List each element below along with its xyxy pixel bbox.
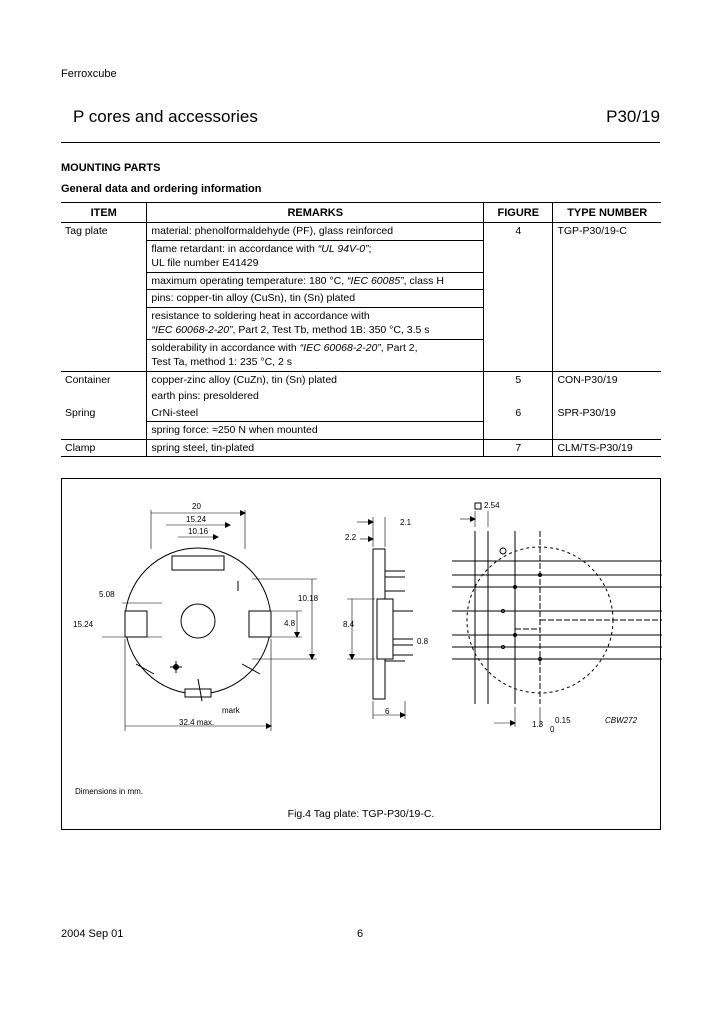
remark-cell: spring force: ≈250 N when mounted <box>147 422 484 440</box>
grid-symbol <box>475 503 481 509</box>
type-cell: SPR-P30/19 <box>553 405 661 440</box>
footer-page: 6 <box>357 928 364 940</box>
remark-cell: earth pins: presoldered <box>147 388 484 405</box>
figure-cell: 7 <box>484 439 553 457</box>
type-cell: TGP-P30/19-C <box>553 223 661 372</box>
ordering-table <box>61 202 661 457</box>
figure-box <box>61 478 661 830</box>
drawing-code: CBW272 <box>605 716 638 725</box>
dim-20: 20 <box>192 502 201 511</box>
type-cell: CON-P30/19 <box>553 371 661 388</box>
remark-cell: spring steel, tin-plated <box>147 439 484 457</box>
dim-6: 6 <box>385 707 390 716</box>
remark-text: Test Ta, method 1: 235 °C, 2 s <box>151 356 293 368</box>
dim-1016: 10.16 <box>188 527 209 536</box>
header-item: ITEM <box>61 203 147 223</box>
remark-cell: CrNi-steel <box>147 405 484 422</box>
dim-84: 8.4 <box>343 620 355 629</box>
right-slot <box>249 611 271 637</box>
dim-22: 2.2 <box>345 533 357 542</box>
figure-cell: 6 <box>484 405 553 440</box>
center-hole <box>181 604 215 638</box>
table-row <box>61 388 661 405</box>
figure-cell <box>484 388 553 405</box>
dim-1524b: 15.24 <box>73 620 94 629</box>
hole <box>500 548 506 554</box>
footer-date: 2004 Sep 01 <box>61 928 124 940</box>
mark-label: mark <box>222 706 240 715</box>
item-cell: Clamp <box>61 439 147 457</box>
remark-cell <box>147 307 484 339</box>
dim-21: 2.1 <box>400 518 412 527</box>
type-cell: CLM/TS-P30/19 <box>553 439 661 457</box>
dim-08: 0.8 <box>417 637 429 646</box>
remark-text: , Part 2, Test Tb, method 1B: 350 °C, 3.5 s <box>232 324 430 336</box>
figure-caption: Fig.4 Tag plate: TGP-P30/19-C. <box>287 808 435 820</box>
remark-std: “IEC 60068-2-20” <box>151 324 233 336</box>
hole-pattern-view <box>452 503 662 727</box>
dim-1524: 15.24 <box>186 515 207 524</box>
remark-text: ; <box>368 242 372 255</box>
dim-0: 0 <box>550 725 555 734</box>
dim-1018: 10.18 <box>298 594 319 603</box>
dim-015: 0.15 <box>555 716 571 725</box>
figure-cell: 4 <box>484 223 553 372</box>
table-row <box>61 371 661 388</box>
left-slot <box>125 611 147 637</box>
remark-text: solderability in accordance with <box>151 341 300 354</box>
item-cell: Spring <box>61 405 147 440</box>
dim-508: 5.08 <box>99 590 115 599</box>
side-boss <box>377 599 393 659</box>
remark-text: maximum operating temperature: 180 °C, <box>151 274 348 287</box>
remark-cell <box>147 272 484 290</box>
header-figure: FIGURE <box>484 203 553 223</box>
item-cell: Tag plate <box>61 223 147 372</box>
dim-48: 4.8 <box>284 619 296 628</box>
dim-13: 1.3 <box>532 720 544 729</box>
part-number: P30/19 <box>606 107 660 126</box>
remark-text: flame retardant: in accordance with <box>151 242 318 255</box>
table-row <box>61 405 661 422</box>
remark-text: , Part 2, <box>380 341 418 354</box>
page-title: P cores and accessories <box>73 107 258 126</box>
top-slot <box>172 556 224 570</box>
side-view <box>347 517 413 719</box>
remark-cell: copper-zinc alloy (CuZn), tin (Sn) plated <box>147 371 484 388</box>
table-header-row <box>61 203 661 223</box>
remark-text: , class H <box>403 274 444 287</box>
table-row <box>61 223 661 241</box>
bottom-notch <box>185 689 211 697</box>
remark-cell <box>147 240 484 272</box>
type-cell <box>553 388 661 405</box>
remark-std: “UL 94V-0” <box>317 242 369 255</box>
section-subtitle: General data and ordering information <box>61 183 262 195</box>
remark-text: UL file number E41429 <box>151 257 259 269</box>
item-cell <box>61 388 147 405</box>
item-cell: Container <box>65 373 111 386</box>
dim-324: 32.4 max. <box>179 718 215 727</box>
figure-cell: 5 <box>484 371 553 388</box>
remark-cell: pins: copper-tin alloy (CuSn), tin (Sn) plated <box>147 290 484 308</box>
remark-std: “IEC 60068-2-20” <box>299 341 381 354</box>
tab-line <box>242 664 260 674</box>
header-rule <box>61 142 660 143</box>
table-row <box>61 439 661 457</box>
tab-line <box>136 664 154 674</box>
dim-254: 2.54 <box>484 501 500 510</box>
remark-cell <box>147 339 484 371</box>
dimensions-note: Dimensions in mm. <box>75 787 144 796</box>
header-type: TYPE NUMBER <box>553 203 661 223</box>
header-remarks: REMARKS <box>147 203 484 223</box>
tag-plate-drawing <box>62 479 662 831</box>
company-name: Ferroxcube <box>61 68 117 80</box>
section-title: MOUNTING PARTS <box>61 162 161 174</box>
remark-text: resistance to soldering heat in accordance with <box>151 309 370 322</box>
remark-cell: material: phenolformaldehyde (PF), glass reinforced <box>147 223 484 241</box>
remark-std: “IEC 60085” <box>347 274 404 287</box>
